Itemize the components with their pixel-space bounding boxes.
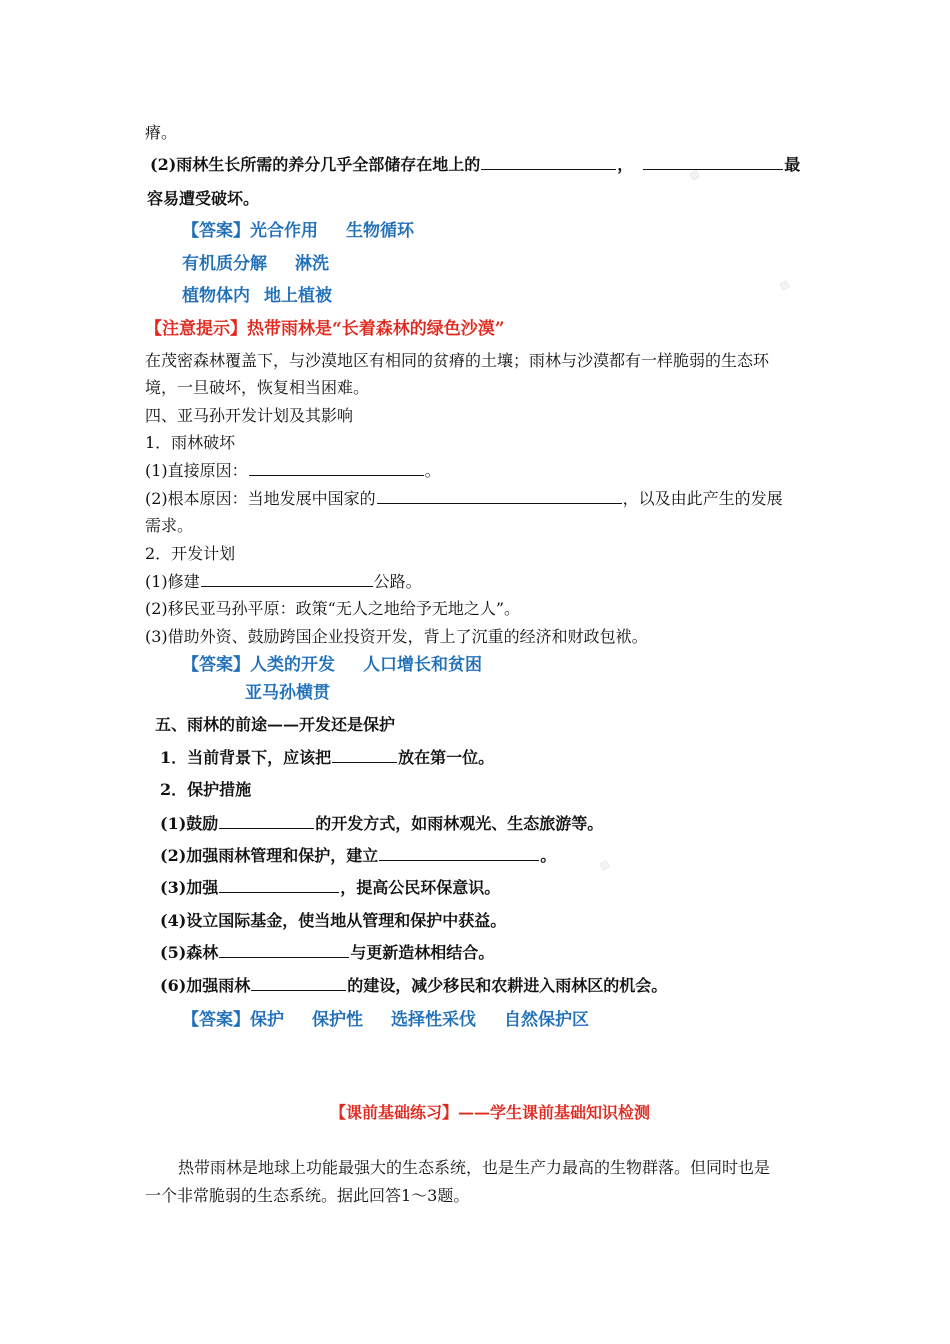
measure-3-label: (3)加强 xyxy=(160,878,219,897)
answer-item: 植物体内 xyxy=(182,286,250,306)
answer-item: 有机质分解 xyxy=(182,254,267,274)
answer-item: 保护 xyxy=(250,1010,284,1030)
measure-1 xyxy=(160,813,603,835)
measure-6-label: (6)加强雨林 xyxy=(160,976,251,995)
blank-field[interactable] xyxy=(379,845,539,861)
question-2-line1 xyxy=(150,154,800,176)
blank-field[interactable] xyxy=(219,877,339,893)
answer-item: 生物循环 xyxy=(346,221,414,241)
answer-item: 自然保护区 xyxy=(504,1010,589,1030)
root-cause-line2: 需求。 xyxy=(145,516,194,535)
direct-cause-label: (1)直接原因： xyxy=(145,461,248,480)
blank-field[interactable] xyxy=(201,571,373,587)
section-5-point1 xyxy=(160,747,494,769)
answer-tag: 【答案】 xyxy=(182,655,250,675)
section-4-sub2: 2．开发计划 xyxy=(145,544,236,563)
q2-comma: ， xyxy=(617,155,634,174)
answer-item: 淋洗 xyxy=(295,254,329,274)
measure-3 xyxy=(160,877,500,899)
answer-block-1-row2 xyxy=(182,253,329,275)
measure-1-end: 的开发方式，如雨林观光、生态旅游等。 xyxy=(315,814,604,833)
section-5-title: 五、雨林的前途——开发还是保护 xyxy=(155,715,396,734)
measure-5-end: 与更新造林相结合。 xyxy=(350,943,495,962)
point1-end: 放在第一位。 xyxy=(398,748,495,767)
note-body-line2: 境，一旦破坏，恢复相当困难。 xyxy=(145,378,370,397)
question-2-line2: 容易遭受破坏。 xyxy=(147,189,260,208)
section-5-point2: 2．保护措施 xyxy=(160,780,252,799)
answer-tag: 【答案】 xyxy=(182,221,250,241)
blank-field[interactable] xyxy=(377,488,622,504)
measure-2-end: 。 xyxy=(540,846,557,865)
blank-field[interactable] xyxy=(219,942,349,958)
measure-5 xyxy=(160,942,494,964)
answer-item: 地上植被 xyxy=(264,286,332,306)
watermark-mark: ▨ xyxy=(597,858,612,873)
measure-5-label: (5)森林 xyxy=(160,943,219,962)
measure-2-label: (2)加强雨林管理和保护，建立 xyxy=(160,846,379,865)
root-cause-label: (2)根本原因：当地发展中国家的 xyxy=(145,489,376,508)
migrate-item: (2)移民亚马孙平原：政策“无人之地给予无地之人”。 xyxy=(145,599,521,618)
direct-cause xyxy=(145,460,441,482)
blank-field[interactable] xyxy=(332,747,397,763)
invest-item: (3)借助外资、鼓励跨国企业投资开发，背上了沉重的经济和财政包袱。 xyxy=(145,627,648,646)
answer-item: 保护性 xyxy=(312,1010,363,1030)
answer-item: 光合作用 xyxy=(250,221,318,241)
blank-field[interactable] xyxy=(249,460,424,476)
answer-block-2-row1 xyxy=(182,654,482,676)
measure-6 xyxy=(160,975,667,997)
answer-block-3 xyxy=(182,1009,589,1031)
measure-1-label: (1)鼓励 xyxy=(160,814,219,833)
measure-3-end: ，提高公民环保意识。 xyxy=(340,878,501,897)
build-end: 公路。 xyxy=(373,572,422,591)
blank-field[interactable] xyxy=(219,813,314,829)
watermark-mark: ▨ xyxy=(687,168,702,183)
direct-cause-end: 。 xyxy=(424,461,441,480)
practice-heading: 【课前基础练习】——学生课前基础知识检测 xyxy=(330,1103,651,1122)
note-heading: 【注意提示】热带雨林是“长着森林的绿色沙漠” xyxy=(145,319,505,339)
answer-block-1-row3 xyxy=(182,285,332,307)
top-fragment: 瘠。 xyxy=(145,123,178,142)
section-4-sub1: 1．雨林破坏 xyxy=(145,433,236,452)
practice-paragraph-line2: 一个非常脆弱的生态系统。据此回答1～3题。 xyxy=(145,1186,470,1205)
watermark-mark: ▨ xyxy=(777,278,792,293)
q2-tail: 最 xyxy=(784,155,801,174)
q2-lead: (2)雨林生长所需的养分几乎全部储存在地上的 xyxy=(150,155,481,174)
answer-block-2-row2: 亚马孙横贯 xyxy=(245,683,330,703)
build-label: (1)修建 xyxy=(145,572,200,591)
measure-6-end: 的建设，减少移民和农耕进入雨林区的机会。 xyxy=(347,976,668,995)
note-body-line1: 在茂密森林覆盖下，与沙漠地区有相同的贫瘠的土壤；雨林与沙漠都有一样脆弱的生态环 xyxy=(145,351,770,370)
root-cause xyxy=(145,488,783,510)
answer-item: 人类的开发 xyxy=(250,655,335,675)
blank-field[interactable] xyxy=(481,154,616,170)
blank-field[interactable] xyxy=(251,975,346,991)
answer-item: 人口增长和贫困 xyxy=(363,655,482,675)
section-4-title: 四、亚马孙开发计划及其影响 xyxy=(145,406,354,425)
measure-2 xyxy=(160,845,556,867)
answer-block-1-row1 xyxy=(182,220,414,242)
measure-4: (4)设立国际基金，使当地从管理和保护中获益。 xyxy=(160,911,507,930)
point1-label: 1．当前背景下，应该把 xyxy=(160,748,332,767)
practice-paragraph-line1: 热带雨林是地球上功能最强大的生态系统，也是生产力最高的生物群落。但同时也是 xyxy=(178,1158,771,1177)
answer-tag: 【答案】 xyxy=(182,1010,250,1030)
answer-item: 选择性采伐 xyxy=(391,1010,476,1030)
blank-field[interactable] xyxy=(643,154,783,170)
build-item xyxy=(145,571,422,593)
root-cause-end: ，以及由此产生的发展 xyxy=(622,489,783,508)
